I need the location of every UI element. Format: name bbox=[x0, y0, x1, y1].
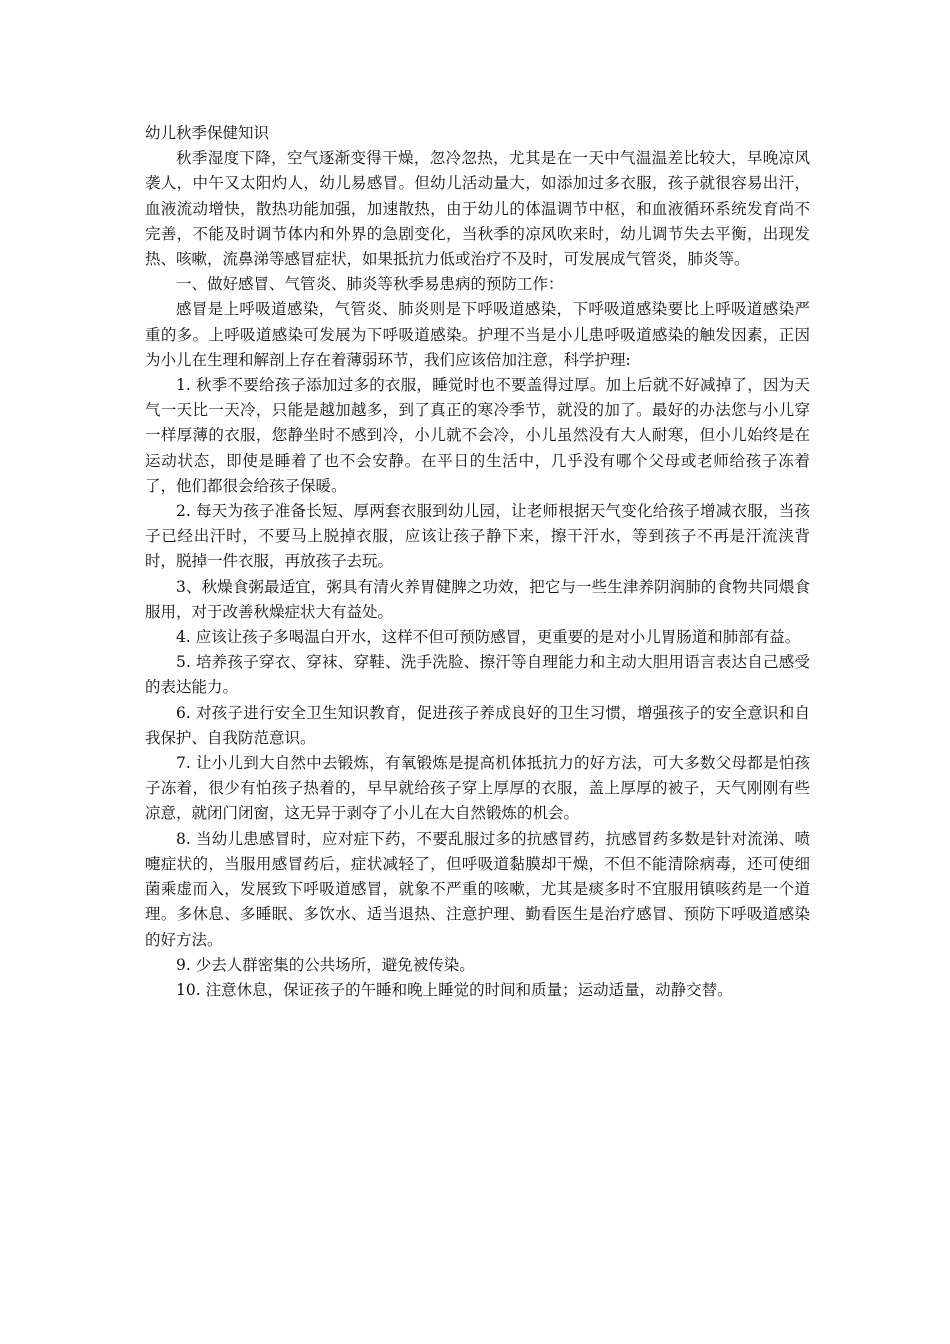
list-item-3: 3、秋燥食粥最适宜，粥具有清火养胃健脾之功效，把它与一些生津养阴润肺的食物共同煨食服用，对于改善秋燥症状大有益处。 bbox=[145, 577, 810, 621]
document-body bbox=[145, 121, 810, 1003]
paragraph-respiratory-infection: 感冒是上呼吸道感染，气管炎、肺炎则是下呼吸道感染，下呼吸道感染要比上呼吸道感染严重的多。上呼吸道感染可发展为下呼吸道感染。护理不当是小儿患呼吸道感染的触发因素，正因为小儿在生理和解剖上存在着薄弱环节，我们应该倍加注意，科学护理: bbox=[145, 300, 810, 369]
list-item-5: 5. 培养孩子穿衣、穿袜、穿鞋、洗手洗脸、擦汗等自理能力和主动大胆用语言表达自己感受的表达能力。 bbox=[145, 653, 810, 697]
list-item-9: 9. 少去人群密集的公共场所，避免被传染。 bbox=[176, 955, 475, 974]
list-item-6: 6. 对孩子进行安全卫生知识教育，促进孩子养成良好的卫生习惯，增强孩子的安全意识和自我保护、自我防范意识。 bbox=[145, 703, 810, 747]
list-item-4: 4. 应该让孩子多喝温白开水，这样不但可预防感冒，更重要的是对小儿胃肠道和肺部有益。 bbox=[176, 628, 801, 647]
section-heading-1: 一、做好感冒、气管炎、肺炎等秋季易患病的预防工作： bbox=[176, 275, 564, 294]
list-item-7: 7. 让小儿到大自然中去锻炼，有氧锻炼是提高机体抵抗力的好方法，可大多数父母都是怕孩子冻着，很少有怕孩子热着的，早早就给孩子穿上厚厚的衣服，盖上厚厚的被子，天气刚刚有些凉意，就闭门闭窗，这无异于剥夺了小儿在大自然锻炼的机会。 bbox=[145, 754, 810, 823]
list-item-10: 10. 注意休息，保证孩子的午睡和晚上睡觉的时间和质量；运动适量，动静交替。 bbox=[176, 980, 733, 999]
list-item-8: 8. 当幼儿患感冒时，应对症下药，不要乱服过多的抗感冒药，抗感冒药多数是针对流涕、喷嚏症状的，当服用感冒药后，症状减轻了，但呼吸道黏膜却干燥，不但不能清除病毒，还可使细菌乘虚而入，发展致下呼吸道感冒，就象不严重的咳嗽，尤其是痰多时不宜服用镇咳药是一个道理。多休息、多睡眠、多饮水、适当退热、注意护理、勤看医生是治疗感冒、预防下呼吸道感染的好方法。 bbox=[145, 829, 810, 949]
paragraph-intro: 秋季湿度下降，空气逐渐变得干燥，忽冷忽热，尤其是在一天中气温温差比较大，早晚凉风袭人，中午又太阳灼人，幼儿易感冒。但幼儿活动量大，如添加过多衣服，孩子就很容易出汗，血液流动增快，散热功能加强，加速散热，由于幼儿的体温调节中枢，和血液循环系统发育尚不完善，不能及时调节体内和外界的急剧变化，当秋季的凉风吹来时，幼儿调节失去平衡，出现发热、咳嗽，流鼻涕等感冒症状，如果抵抗力低或治疗不及时，可发展成气管炎，肺炎等。 bbox=[145, 149, 810, 269]
document-title: 幼儿秋季保健知识 bbox=[145, 124, 270, 142]
list-item-2: 2. 每天为孩子准备长短、厚两套衣服到幼儿园，让老师根据天气变化给孩子增减衣服，当孩子已经出汗时，不要马上脱掉衣服，应该让孩子静下来，擦干汗水，等到孩子不再是汗流浃背时，脱掉一件衣服，再放孩子去玩。 bbox=[145, 502, 810, 571]
list-item-1: 1. 秋季不要给孩子添加过多的衣服，睡觉时也不要盖得过厚。加上后就不好减掉了，因为天气一天比一天冷，只能是越加越多，到了真正的寒冷季节，就没的加了。最好的办法您与小儿穿一样厚薄的衣服，您静坐时不感到冷，小儿就不会冷，小儿虽然没有大人耐寒，但小儿始终是在运动状态，即使是睡着了也不会安静。在平日的生活中，几乎没有哪个父母或老师给孩子冻着了，他们都很会给孩子保暖。 bbox=[145, 376, 810, 495]
